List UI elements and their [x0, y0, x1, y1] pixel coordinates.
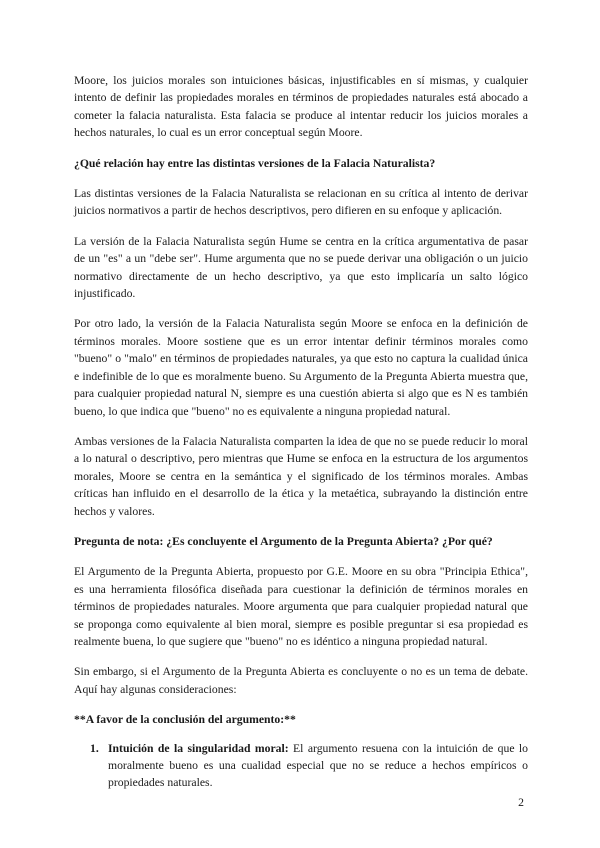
paragraph-moore-version: Por otro lado, la versión de la Falacia Naturalista según Moore se enfoca en la definición de términos morales. Moore sostiene que es un error intentar definir términos morales como "bueno" o "malo" en términos de propiedades naturales, ya que esto no captura la cualidad única e indefinible de lo que es moralmente bueno. Su Argumento de la Pregunta Abierta muestra que, para cualquier propiedad natural N, siempre es una cuestión abierta si algo que es N es también bueno, lo que indica que "bueno" no es equivalente a ninguna propiedad natural. [74, 317, 528, 418]
list-item-term: Intuición de la singularidad moral: [108, 741, 289, 755]
list-item-number: 1. [90, 741, 99, 755]
paragraph-both-versions: Ambas versiones de la Falacia Naturalista comparten la idea de que no se puede reducir lo moral a lo natural o descriptivo, pero mientras que Hume se enfoca en la estructura de los argumentos morales, Moore se centra en la semántica y el significado de los términos morales. Ambas críticas han influido en el desarrollo de la ética y la metaética, subrayando la distinción entre hechos y valores. [74, 434, 528, 518]
list-item [74, 740, 528, 792]
paragraph-debate: Sin embargo, si el Argumento de la Pregunta Abierta es concluyente o no es un tema de debate. Aquí hay algunas consideraciones: [74, 665, 528, 696]
paragraph-versions-relation: Las distintas versiones de la Falacia Naturalista se relacionan en su crítica al intento de derivar juicios normativos a partir de hechos descriptivos, pero difieren en su enfoque y aplicación. [74, 187, 528, 218]
considerations-list [74, 740, 528, 792]
list-item-text: El argumento resuena con la intuición de que lo moralmente bueno es una cualidad especial que no se reduce a hechos empíricos o propiedades naturales. [108, 741, 528, 790]
section-heading-relation: ¿Qué relación hay entre las distintas versiones de la Falacia Naturalista? [74, 156, 436, 170]
paragraph-hume-version: La versión de la Falacia Naturalista según Hume se centra en la crítica argumentativa de pasar de un "es" a un "debe ser". Hume argumenta que no se puede derivar una obligación o un juicio normativo directamente de un hecho descriptivo, ya que esto implicaría un salto lógico injustificado. [74, 234, 528, 301]
paragraph-moore-intuitions: Moore, los juicios morales son intuiciones básicas, injustificables en sí mismas, y cualquier intento de definir las propiedades morales en términos de propiedades naturales está abocado a cometer la falacia naturalista. Esta falacia se produce al intentar reducir los juicios morales a hechos naturales, lo cual es un error conceptual según Moore. [74, 74, 528, 140]
document-page [74, 72, 528, 792]
paragraph-open-question-argument: El Argumento de la Pregunta Abierta, propuesto por G.E. Moore en su obra "Principia Ethica", es una herramienta filosófica diseñada para cuestionar la definición de términos morales en términos de propiedades naturales. Moore argumenta que para cualquier propiedad natural que se proponga como equivalente al bien moral, siempre es posible preguntar si esa propiedad es realmente buena, lo que sugiere que "bueno" no es idéntico a ninguna propiedad natural. [74, 565, 528, 648]
subheading-in-favor: **A favor de la conclusión del argumento:** [74, 713, 296, 727]
page-number: 2 [518, 796, 524, 809]
section-heading-question: Pregunta de nota: ¿Es concluyente el Argumento de la Pregunta Abierta? ¿Por qué? [74, 534, 493, 548]
